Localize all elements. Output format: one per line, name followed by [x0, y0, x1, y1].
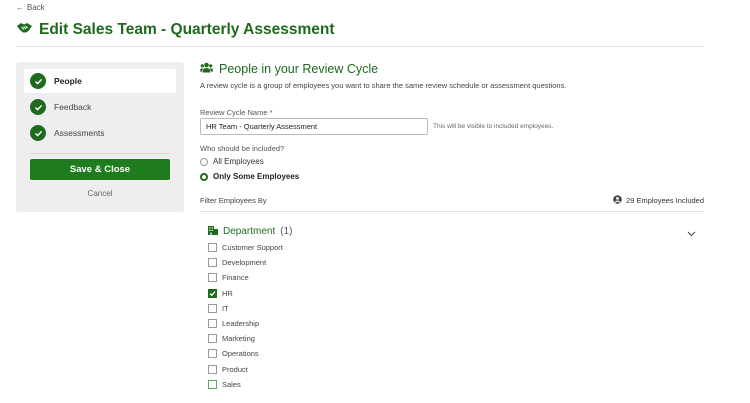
- handshake-icon: [16, 21, 33, 39]
- department-item-it[interactable]: [208, 304, 229, 313]
- department-item-label: Customer Support: [222, 243, 283, 252]
- checkbox[interactable]: [208, 258, 217, 267]
- cycle-name-label: Review Cycle Name *: [200, 108, 273, 117]
- cycle-name-help: This will be visible to included employees.: [433, 123, 554, 130]
- check-circle-icon: [30, 73, 46, 89]
- save-close-button[interactable]: Save & Close: [30, 159, 170, 180]
- filter-label: Filter Employees By: [200, 196, 267, 205]
- department-item-label: Finance: [222, 273, 249, 283]
- checkbox[interactable]: [208, 319, 217, 328]
- check-circle-icon: [30, 99, 46, 115]
- page-header: [16, 21, 334, 39]
- department-item-label: Marketing: [222, 334, 255, 344]
- arrow-left-icon: ←: [16, 3, 24, 12]
- radio-only-some-employees[interactable]: [200, 172, 299, 181]
- section-header: [200, 60, 378, 78]
- department-item-label: HR: [222, 288, 233, 298]
- department-item-label: Leadership: [222, 319, 260, 328]
- sidebar-divider: [30, 153, 170, 154]
- back-link[interactable]: [16, 3, 45, 12]
- wizard-sidebar: [16, 62, 184, 212]
- checkbox-checked[interactable]: [208, 289, 217, 298]
- users-icon: [200, 60, 213, 78]
- filter-divider: [200, 211, 704, 212]
- section-title: People in your Review Cycle: [219, 62, 379, 76]
- section-description: A review cycle is a group of employees you want to share the same review schedule or assessment questions.: [200, 81, 567, 90]
- employees-included-count: [613, 195, 704, 206]
- cancel-link[interactable]: Cancel: [87, 189, 113, 198]
- department-item-development[interactable]: [208, 258, 266, 267]
- step-label: People: [54, 76, 82, 86]
- department-item-label: Operations: [222, 349, 259, 359]
- radio-all-employees[interactable]: [200, 157, 264, 166]
- page-title: Edit Sales Team - Quarterly Assessment: [39, 21, 335, 38]
- department-item-product[interactable]: [208, 365, 248, 374]
- radio-button[interactable]: [200, 158, 208, 166]
- department-name: Department: [223, 225, 276, 237]
- checkbox[interactable]: [208, 304, 217, 313]
- department-item-operations[interactable]: [208, 349, 259, 358]
- checkbox[interactable]: [208, 365, 217, 374]
- department-filter-header[interactable]: [208, 222, 292, 240]
- radio-label: All Employees: [213, 157, 264, 166]
- back-label: Back: [27, 3, 45, 12]
- department-selected-count: (1): [280, 225, 293, 237]
- department-item-label: Sales: [222, 379, 241, 389]
- step-feedback[interactable]: [24, 95, 176, 119]
- department-item-marketing[interactable]: [208, 334, 255, 343]
- radio-button[interactable]: [200, 173, 208, 181]
- radio-label: Only Some Employees: [213, 172, 300, 181]
- employees-count-label: 29 Employees Included: [626, 196, 704, 205]
- step-assessments[interactable]: [24, 121, 176, 145]
- department-item-label: IT: [222, 303, 229, 313]
- department-item-leadership[interactable]: [208, 319, 259, 328]
- department-item-label: Development: [222, 258, 267, 268]
- step-people[interactable]: [24, 69, 176, 93]
- step-label: Feedback: [54, 102, 92, 112]
- building-icon: [208, 222, 218, 240]
- department-item-sales[interactable]: [208, 380, 241, 389]
- department-item-customer-support[interactable]: [208, 243, 283, 252]
- checkbox[interactable]: [208, 334, 217, 343]
- department-item-finance[interactable]: [208, 273, 249, 282]
- checkbox[interactable]: [208, 380, 217, 389]
- cycle-name-input[interactable]: [200, 118, 428, 135]
- header-divider: [16, 46, 704, 47]
- check-circle-icon: [30, 125, 46, 141]
- inclusion-label: Who should be included?: [200, 144, 285, 153]
- chevron-down-icon[interactable]: [687, 224, 696, 242]
- checkbox[interactable]: [208, 273, 217, 282]
- department-item-hr[interactable]: [208, 289, 233, 298]
- department-item-label: Product: [222, 364, 248, 374]
- checkbox[interactable]: [208, 243, 217, 252]
- checkbox[interactable]: [208, 349, 217, 358]
- step-label: Assessments: [54, 128, 105, 138]
- user-circle-icon: [613, 195, 622, 206]
